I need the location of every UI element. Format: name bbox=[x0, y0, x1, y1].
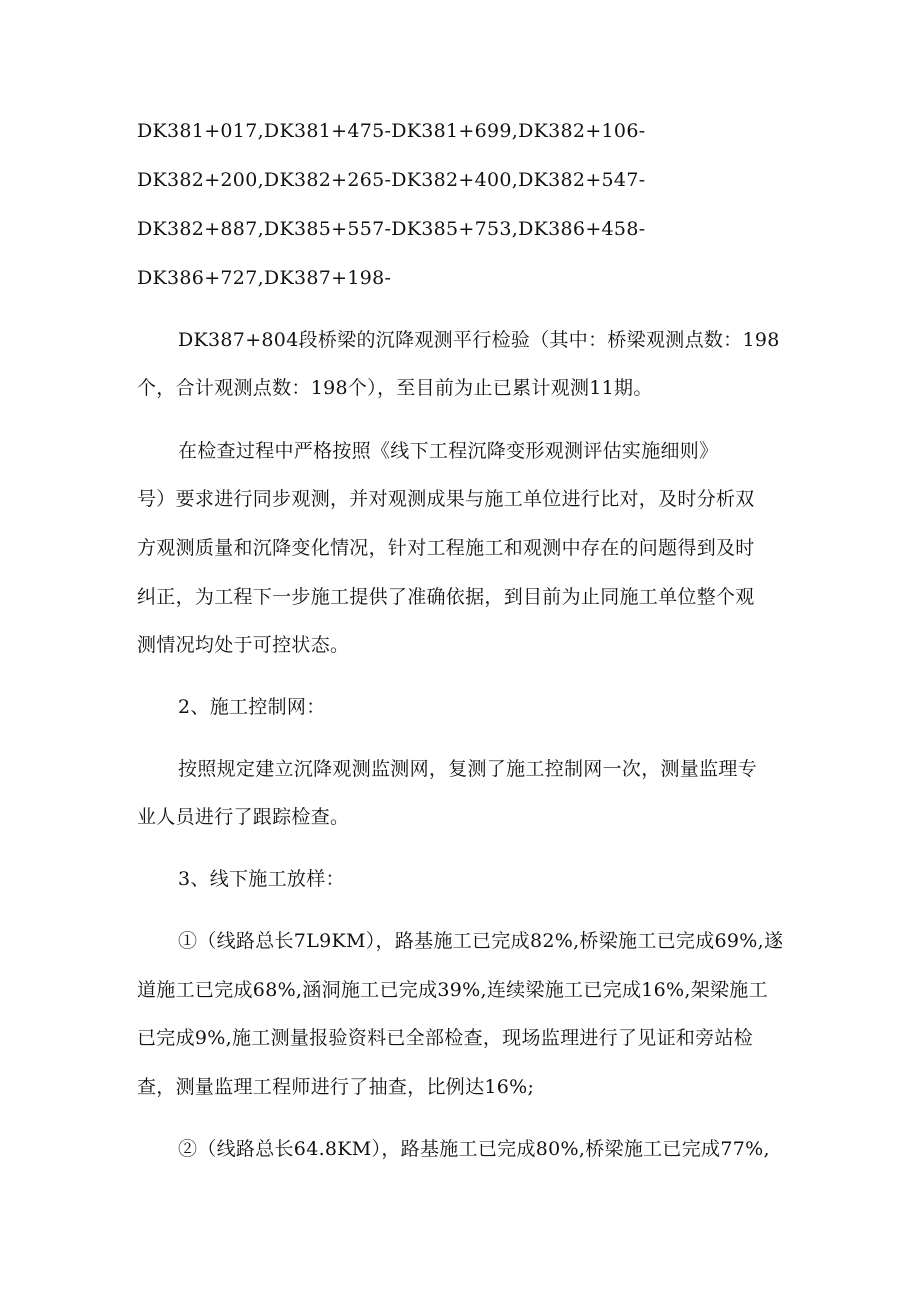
text-line-14: 业人员进行了跟踪检查。 bbox=[137, 806, 350, 828]
text-line-1: DK381+017,DK381+475-DK381+699,DK382+106- bbox=[137, 120, 646, 142]
text-line-2: DK382+200,DK382+265-DK382+400,DK382+547- bbox=[137, 169, 646, 191]
text-line-20: ②（线路总长64.8KM），路基施工已完成80%,桥梁施工已完成77%, bbox=[178, 1138, 770, 1160]
text-line-4: DK386+727,DK387+198- bbox=[137, 267, 392, 289]
text-line-13: 按照规定建立沉降观测监测网，复测了施工控制网一次，测量监理专 bbox=[178, 758, 758, 780]
text-line-17: 道施工已完成68%,涵洞施工已完成39%,连续梁施工已完成16%,架梁施工 bbox=[137, 979, 768, 1001]
text-line-11: 测情况均处于可控状态。 bbox=[137, 634, 350, 656]
text-line-9: 方观测质量和沉降变化情况，针对工程施工和观测中存在的问题得到及时 bbox=[137, 537, 755, 559]
text-line-3: DK382+887,DK385+557-DK385+753,DK386+458- bbox=[137, 218, 646, 240]
text-line-16: ①（线路总长7L9KM），路基施工已完成82%,桥梁施工已完成69%,遂 bbox=[178, 930, 784, 952]
text-line-19: 查，测量监理工程师进行了抽查，比例达16%; bbox=[137, 1076, 535, 1098]
text-line-8: 号）要求进行同步观测，并对观测成果与施工单位进行比对，及时分析双 bbox=[137, 488, 755, 510]
section-heading-3: 3、线下施工放样： bbox=[178, 868, 345, 890]
text-line-7: 在检查过程中严格按照《线下工程沉降变形观测评估实施细则》 bbox=[178, 440, 719, 462]
text-line-10: 纠正，为工程下一步施工提供了准确依据，到目前为止同施工单位整个观 bbox=[137, 586, 755, 608]
section-heading-2: 2、施工控制网： bbox=[178, 696, 326, 718]
text-line-6: 个，合计观测点数：198个），至目前为止已累计观测11期。 bbox=[137, 377, 653, 399]
text-line-5: DK387+804段桥梁的沉降观测平行检验（其中：桥梁观测点数：198 bbox=[178, 329, 780, 351]
text-line-18: 已完成9%,施工测量报验资料已全部检查，现场监理进行了见证和旁站检 bbox=[137, 1027, 754, 1049]
